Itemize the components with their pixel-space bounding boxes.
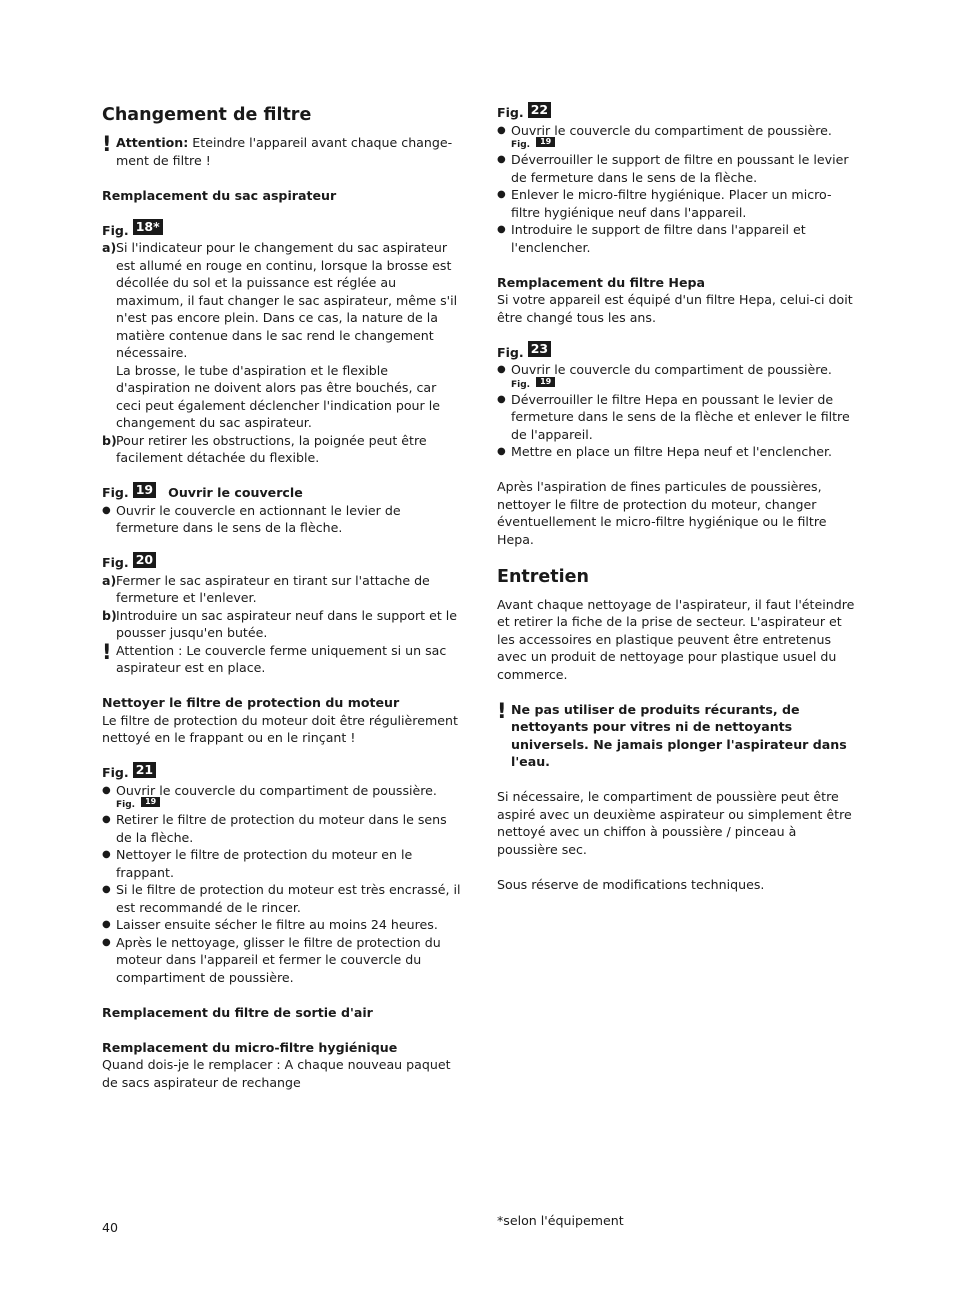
- exclamation-icon: !: [497, 698, 507, 723]
- fig-18-badge: 18*: [133, 219, 163, 235]
- fig20-warning: ! Attention : Le couvercle ferme uniquement si un sac aspirateur est en place.: [102, 639, 447, 675]
- left-column: [102, 104, 462, 1091]
- hepa-text: Si votre appareil est équipé d'un filtre Hepa, celui-ci doit être changé tous les ans.: [497, 292, 853, 325]
- exclamation-icon: !: [102, 639, 112, 664]
- heading-filtre-hepa: Remplacement du filtre Hepa: [497, 274, 705, 290]
- heading-nettoyer-filtre-moteur: Nettoyer le filtre de protection du moteur: [102, 695, 400, 710]
- list-item: ● Si le filtre de protection du moteur est très encrassé, il est recommandé de le rincer.: [102, 881, 462, 916]
- heading-filtre-sortie-air: Remplacement du filtre de sortie d'air: [102, 1004, 373, 1020]
- fig-19-label: Fig. 19 Ouvrir le couvercle: [102, 481, 303, 500]
- moteur-text: Le filtre de protection du moteur doit être régulièrement nettoyé en le frappant ou en le rinçant !: [102, 712, 458, 745]
- fig-20-badge: 20: [133, 552, 156, 568]
- list-item: ● Déverrouiller le filtre Hepa en poussant le levier de fermeture dans le sens de la flèche et enlever le filtre de l'appareil.: [497, 391, 859, 444]
- fig21-bullets-more: [102, 811, 462, 986]
- fig20-step-b: b) Introduire un sac aspirateur neuf dans le support et le pousser jusqu'en butée.: [102, 607, 458, 640]
- fig18-step-a: a) Si l'indicateur pour le changement du sac aspirateur est allumé en rouge en continu, lorsque la brosse est décollée du sol et la puissance est réglée au maximum, il faut changer le sac aspirateur, même s'il n'est pas encore plein. Dans ce cas, la nature de la matière contenue dans le sac rend le changement nécessaire. La brosse, le tube d'aspiration et le flexible d'aspiration ne doivent alors pas être bouchés, car ceci peut également déclencher l'indication pour le changement du sac aspirateur.: [102, 240, 458, 430]
- footnote: *selon l'équipement: [497, 1213, 624, 1228]
- section-title-changement-filtre: Changement de filtre: [102, 105, 312, 125]
- fig-19-badge: 19: [133, 482, 156, 498]
- section-title-entretien: Entretien: [497, 566, 589, 587]
- entretien-text: Avant chaque nettoyage de l'aspirateur, il faut l'éteindre et retirer la fiche de la prise de secteur. L'aspirateur et les accessoires en plastique peuvent être entretenus avec un produit de nettoyage pour plastique usuel du commerce.: [497, 596, 855, 682]
- reserve-text: Sous réserve de modifications techniques.: [497, 876, 765, 892]
- fig-19-ref: Fig. 19: [116, 799, 462, 811]
- heading-micro-filtre: Remplacement du micro-filtre hygiénique: [102, 1039, 398, 1055]
- fig20-step-a: a) Fermer le sac aspirateur en tirant sur l'attache de fermeture et l'enlever.: [102, 572, 430, 605]
- fig22-bullets-more: [497, 151, 859, 256]
- attention-text: Eteindre l'appareil avant chaque change-ment de filtre !: [116, 135, 453, 168]
- fig-20-label: Fig. 20: [102, 554, 462, 572]
- list-item: ● Après le nettoyage, glisser le filtre de protection du moteur dans l'appareil et fermer le couvercle du compartiment de poussière.: [102, 934, 462, 987]
- fig-21-badge: 21: [133, 762, 156, 778]
- attention-note: [102, 134, 462, 169]
- fig-21-label: Fig. 21: [102, 764, 462, 782]
- fig18-step-b: b) Pour retirer les obstructions, la poignée peut être facilement détachée du flexible.: [102, 432, 427, 465]
- fig19-bullets: [102, 502, 462, 537]
- list-item: ● Ouvrir le couvercle du compartiment de poussière.: [497, 122, 859, 140]
- fig-22-label: Fig. 22: [497, 104, 859, 122]
- list-item: ● Mettre en place un filtre Hepa neuf et l'enclencher.: [497, 443, 859, 461]
- after-aspiration-text: Après l'aspiration de fines particules de poussières, nettoyer le filtre de protection du moteur, changer éventuellement le micro-filtre hygiénique ou le filtre Hepa.: [497, 479, 827, 547]
- attention-label: Attention:: [116, 135, 189, 150]
- right-column: [497, 101, 859, 893]
- list-item: ● Retirer le filtre de protection du moteur dans le sens de la flèche.: [102, 811, 462, 846]
- fig-19-title: Ouvrir le couvercle: [168, 485, 303, 500]
- exclamation-icon: !: [102, 132, 112, 156]
- list-item: ● Déverrouiller le support de filtre en poussant le levier de fermeture dans le sens de la flèche.: [497, 151, 859, 186]
- page-number: 40: [102, 1220, 119, 1235]
- fig23-bullets-more: [497, 391, 859, 461]
- fig-23-label: Fig. 23: [497, 344, 859, 362]
- heading-remplacement-sac: Remplacement du sac aspirateur: [102, 187, 337, 203]
- fig-18-label: Fig. 18*: [102, 222, 462, 240]
- list-item: ● Nettoyer le filtre de protection du moteur en le frappant.: [102, 846, 462, 881]
- fig-19-ref: Fig. 19: [511, 379, 859, 391]
- fig-23-badge: 23: [528, 341, 551, 357]
- list-item: ● Ouvrir le couvercle du compartiment de poussière.: [497, 361, 859, 379]
- fig-22-badge: 22: [528, 102, 551, 118]
- list-item: ● Ouvrir le couvercle en actionnant le levier de fermeture dans le sens de la flèche.: [102, 502, 462, 537]
- micro-filtre-text: Quand dois-je le remplacer : A chaque nouveau paquet de sacs aspirateur de rechange: [102, 1057, 451, 1090]
- list-item: ● Ouvrir le couvercle du compartiment de poussière.: [102, 782, 462, 800]
- compartiment-text: Si nécessaire, le compartiment de poussière peut être aspiré avec un deuxième aspirateur ou simplement être nettoyé avec un chiffon à poussière / pinceau à poussière sec.: [497, 789, 852, 857]
- entretien-warning: ! Ne pas utiliser de produits récurants, de nettoyants pour vitres ni de nettoyants universels. Ne jamais plonger l'aspirateur dans l'eau.: [497, 698, 847, 769]
- fig-19-ref: Fig. 19: [511, 139, 859, 151]
- list-item: ● Laisser ensuite sécher le filtre au moins 24 heures.: [102, 916, 462, 934]
- list-item: ● Enlever le micro-filtre hygiénique. Placer un micro-filtre hygiénique neuf dans l'appareil.: [497, 186, 859, 221]
- list-item: ● Introduire le support de filtre dans l'appareil et l'enclencher.: [497, 221, 859, 256]
